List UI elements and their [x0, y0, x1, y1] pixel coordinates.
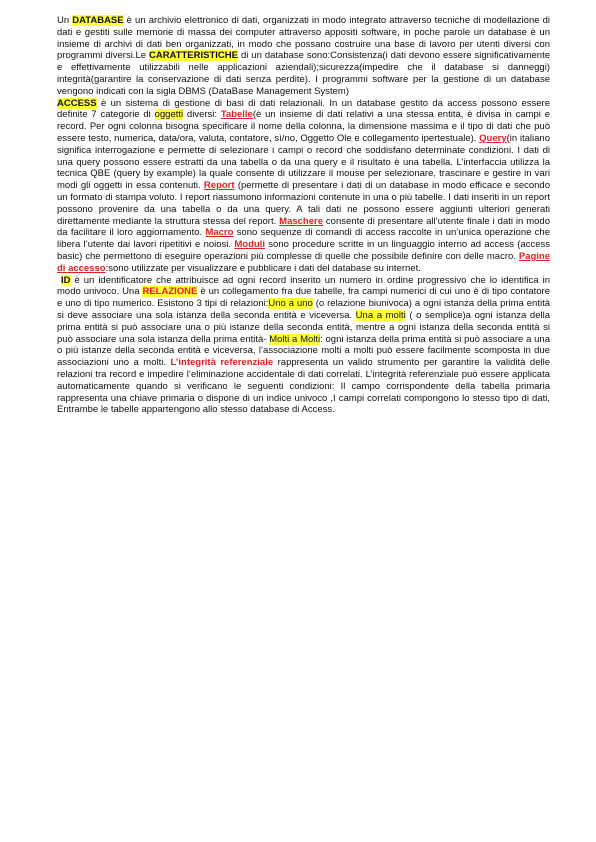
text: è un collegamento fra due tabelle, fra campi numerici di cui uno è di tipo contatore e uno di tipo numerico. Esistono 3 tipi di relazioni:	[57, 286, 550, 310]
term-caratteristiche: CARATTERISTICHE	[148, 50, 238, 62]
text: (in italiano significa interrogazione e permette di selezionare i campi o record che soddisfano determinate condizioni. I dati di una query possono essere estratti da una tabella o da una query e il risultato è una tabella. L’interfaccia utilizza la tecnica QBE (query by example) la quale consente di utilizzare il mouse per selezionare, trascinare e gestire in vari modi gli oggetti in essa contenuti.	[57, 132, 550, 192]
term-uno-a-molti: Una a molti	[355, 309, 406, 321]
term-uno-a-uno: Uno a uno	[268, 298, 313, 310]
term-macro: Macro	[205, 227, 234, 239]
text: Un	[57, 15, 73, 26]
document-page	[57, 15, 550, 416]
text: :sono utilizzate per visualizzare e pubblicare i dati del database su internet.	[105, 262, 421, 274]
term-id: ID	[61, 274, 71, 286]
text: rappresenta un valido strumento per garantire la validità delle relazioni tra record e impedire l’eliminazione accidentale di dati correlati. L’integrità referenziale può essere applicata automaticamente quando si verificano le seguenti condizioni: Il campo corrispondente della tabella primaria rappresenta una chiave primaria o dispone di un indice univoco ,I campi correlati compongono lo stesso tipo di dati, Entrambe le tabelle appartengono allo stesso database di Access.	[57, 357, 550, 416]
text: è un identificatore che attribuisce ad ogni record inserito un numero in ordine progressivo che lo identifica in modo univoco. Una	[57, 274, 551, 298]
text: sono sequenze di comandi di access raccolte in un’unica operazione che libera l’utente dai lavori ripetitivi e noiosi.	[57, 227, 550, 251]
text: di un database sono:Consistenza(i dati devono essere significativamente e effettivamente utilizzabili nelle applicazioni aziendali);sicurezza(impedire che il database si danneggi) integrità(garantire la conservazione di dati senza perdite). I programmi software per la gestione di un database vengono indicati con la sigla DBMS (DataBase Management System)	[57, 50, 550, 97]
text: ( o semplice)a ogni istanza della prima entità si può associare una o più istanze della seconda entità, mentre a ogni istanza della seconda entità si può associare una sola istanza della prima entità-	[57, 309, 550, 345]
term-moduli: Moduli	[234, 239, 265, 251]
text: è un sistema di gestione di basi di dati relazionali. In un database gestito da access possono essere definite 7 categorie di	[57, 97, 550, 121]
paragraph-database	[57, 15, 550, 98]
term-molti-a-molti: Molti a Molti	[269, 333, 321, 345]
term-access: ACCESS	[57, 97, 97, 109]
text: è un archivio elettronico di dati, organizzati in modo integrato attraverso tecniche di modellazione di dati e gestiti sulle memorie di massa dei computer attraverso appositi software, in poche parole un database è un insieme di archivi di dati ben organizzati, in modo che possano costruire una base di lavoro per utenti diversi con programmi diversi.Le	[57, 15, 550, 62]
text: diversi:	[183, 109, 221, 121]
paragraph-id-relazione	[57, 275, 550, 417]
text: sono procedure scritte in un linguaggio interno ad access (access basic) che permettono di eseguire operazioni più complesse di quelle che possibile definire con delle macro.	[57, 239, 550, 262]
text: consente di presentare all’utente finale i dati in modo da facilitare il loro aggiornamento.	[57, 215, 550, 239]
term-maschere: Maschere	[279, 215, 324, 227]
text: (è un insieme di dati relativi a una stessa entità, è divisa in campi e record. Per ogni colonna bisogna specificare il nome della colonna, la dimensione massima e il tipo di dati che può essere testo, numerica, data/ora, valuta, contatore, sì/no, Oggetto Ole e collegamento ipertestuale).	[57, 109, 550, 144]
term-query: Query	[479, 132, 507, 144]
term-relazione: RELAZIONE	[142, 286, 198, 298]
term-database: DATABASE	[72, 15, 124, 26]
term-oggetti: oggetti	[154, 109, 184, 121]
term-pagine-di-accesso: Pagine di accesso	[57, 250, 550, 274]
term-report: Report	[203, 180, 235, 192]
text: (permette di presentare i dati di un database in modo efficace e secondo un formato di stampa voluto. I report riassumono informazioni contenute in una o più tabelle. I dati inseriti in un report possono provenire da una tabella o da una query. A tali dati ne possono essere aggiunti ulteriori generati direttamente mediante la struttura stessa del report.	[57, 180, 550, 227]
paragraph-access	[57, 98, 550, 275]
text: (o relazione biunivoca) a ogni istanza della prima entità si deve associare una sola istanza della seconda entità e viceversa.	[57, 298, 551, 321]
term-tabelle: Tabelle	[220, 109, 253, 121]
text: : ogni istanza della prima entità si può associare a una o più istanze della seconda entità e viceversa, l’associazione molti a molti può essere facilmente scomposta in due associazioni uno a molti.	[57, 333, 550, 369]
term-integrita-referenziale: L’integrità referenziale	[170, 357, 274, 369]
